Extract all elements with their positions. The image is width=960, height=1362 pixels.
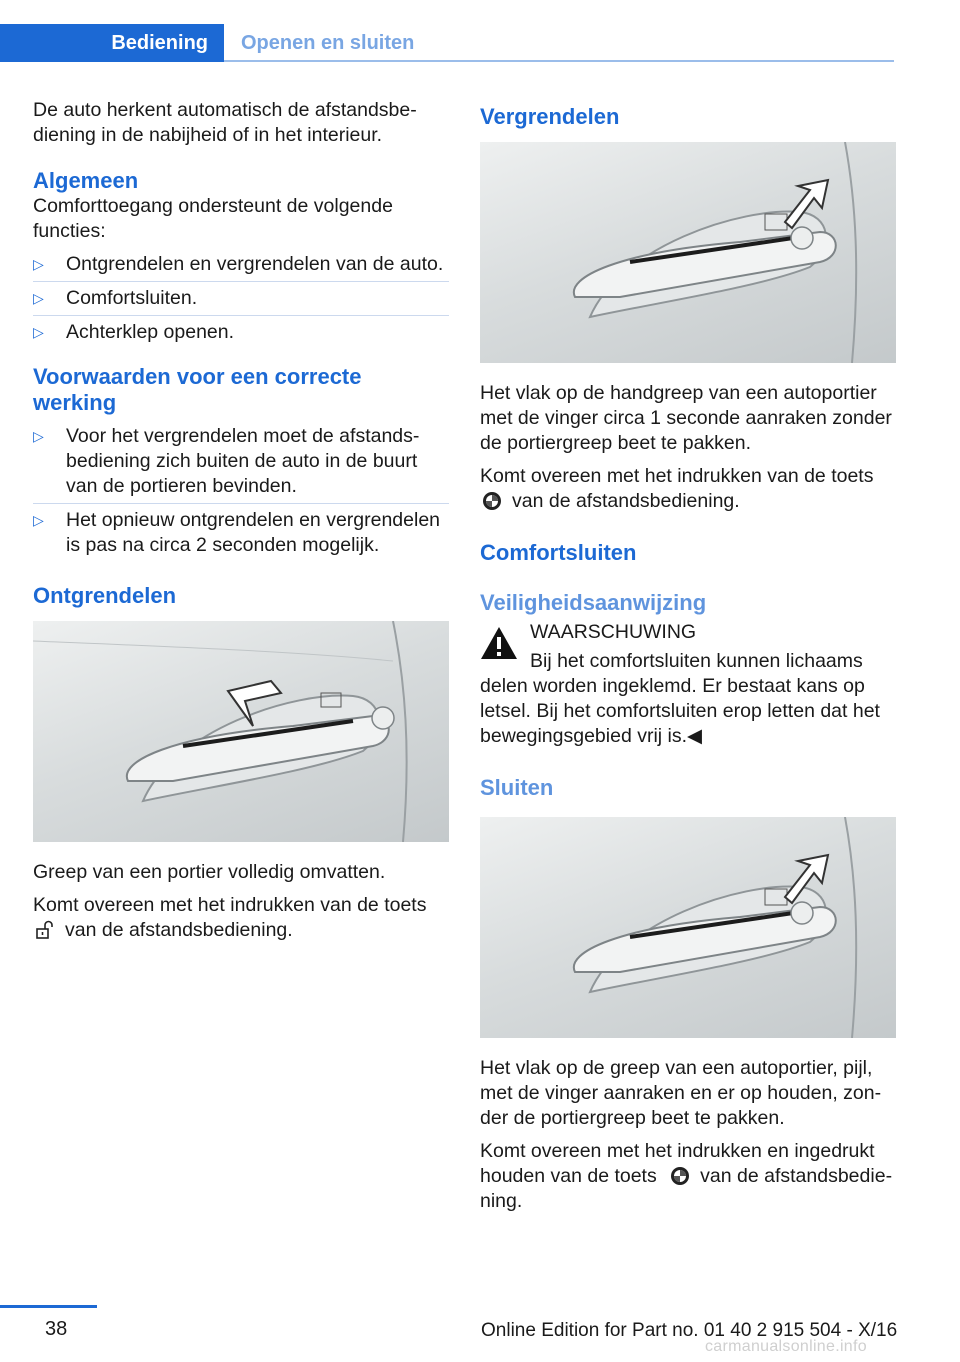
list-item: ▷ Ontgrendelen en vergrendelen van de auto. (33, 252, 449, 277)
unlock-heading: Ontgrendelen (33, 583, 177, 608)
bullet-triangle-icon: ▷ (33, 324, 44, 340)
intro-text: De auto herkent automatisch de afstandsbediening in de nabijheid of in het interieur. (33, 99, 417, 146)
general-heading: Algemeen (33, 168, 139, 193)
list-item: ▷ Het opnieuw ontgrendelen en vergrendelen is pas na circa 2 seconden mogelijk. (33, 509, 441, 556)
conditions-heading: Voorwaarden voor een correcte werking (33, 364, 362, 415)
bmw-logo-icon (482, 491, 502, 511)
left-column (33, 98, 449, 953)
right-column (480, 98, 896, 1224)
unlock-icon (35, 920, 55, 940)
list-item: ▷ Comfortsluiten. (33, 286, 449, 311)
header-rule (224, 60, 894, 62)
list-item: ▷ Voor het vergrendelen moet de afstandsbediening zich buiten de auto in de buurt van de portieren bevinden. (33, 424, 449, 499)
general-text: Comforttoegang ondersteunt de volgende functies: (33, 195, 393, 242)
lock-heading: Vergrendelen (480, 104, 620, 129)
section-tab-bediening[interactable]: Bediening (0, 24, 224, 62)
door-handle-lock-illustration (480, 142, 896, 363)
warning-text-rest: delen worden ingeklemd. Er bestaat kans op letsel. Bij het comfortsluiten erop letten dat het bewegingsgebied vrij is.◀ (480, 675, 880, 747)
warning-label: WAARSCHUWING (530, 621, 697, 643)
list-item: ▷ Achterklep openen. (33, 321, 235, 343)
conditions-list (33, 424, 449, 558)
close-heading: Sluiten (480, 775, 554, 800)
general-list (33, 252, 449, 345)
warning-text-line1: Bij het comfortsluiten kunnen lichaams (530, 650, 863, 672)
warning-triangle-icon (480, 626, 518, 660)
close-text-2: Komt overeen met het indrukken en ingedrukt houden van de toets van de afstandsbediening. (480, 1140, 893, 1212)
comfort-heading: Comfortsluiten (480, 540, 637, 565)
page-number: 38 (45, 1318, 68, 1340)
unlock-text-1: Greep van een portier volledig omvatten. (33, 861, 386, 883)
lock-text-1: Het vlak op de handgreep van een autoportier met de vinger circa 1 seconde aanraken zonder de portiergreep beet te pakken. (480, 382, 892, 454)
section-tab-openen-en-sluiten[interactable]: Openen en sluiten (241, 31, 415, 54)
unlock-text-2: Komt overeen met het indrukken van de toets van de afstandsbediening. (33, 894, 427, 941)
door-handle-image (480, 817, 896, 1038)
warning-block (480, 620, 896, 674)
bullet-triangle-icon: ▷ (33, 256, 44, 272)
watermark: carmanualsonline.info (705, 1338, 867, 1355)
door-handle-image (33, 621, 449, 842)
bullet-triangle-icon: ▷ (33, 290, 44, 306)
close-text-1: Het vlak op de greep van een autoportier, pijl, met de vinger aanraken en er op houden, zonder de portiergreep beet te pakken. (480, 1057, 882, 1129)
bullet-triangle-icon: ▷ (33, 512, 44, 528)
door-handle-unlock-illustration (33, 621, 449, 842)
safety-heading: Veiligheidsaanwijzing (480, 590, 707, 615)
bmw-logo-icon (670, 1166, 690, 1186)
edition-text: Online Edition for Part no. 01 40 2 915 504 - X/16 (481, 1320, 898, 1341)
bullet-triangle-icon: ▷ (33, 428, 44, 444)
footer-bar (0, 1305, 97, 1308)
lock-text-2: Komt overeen met het indrukken van de toets van de afstandsbediening. (480, 465, 874, 512)
page-header (0, 0, 960, 62)
door-handle-close-illustration (480, 817, 896, 1038)
door-handle-image (480, 142, 896, 363)
